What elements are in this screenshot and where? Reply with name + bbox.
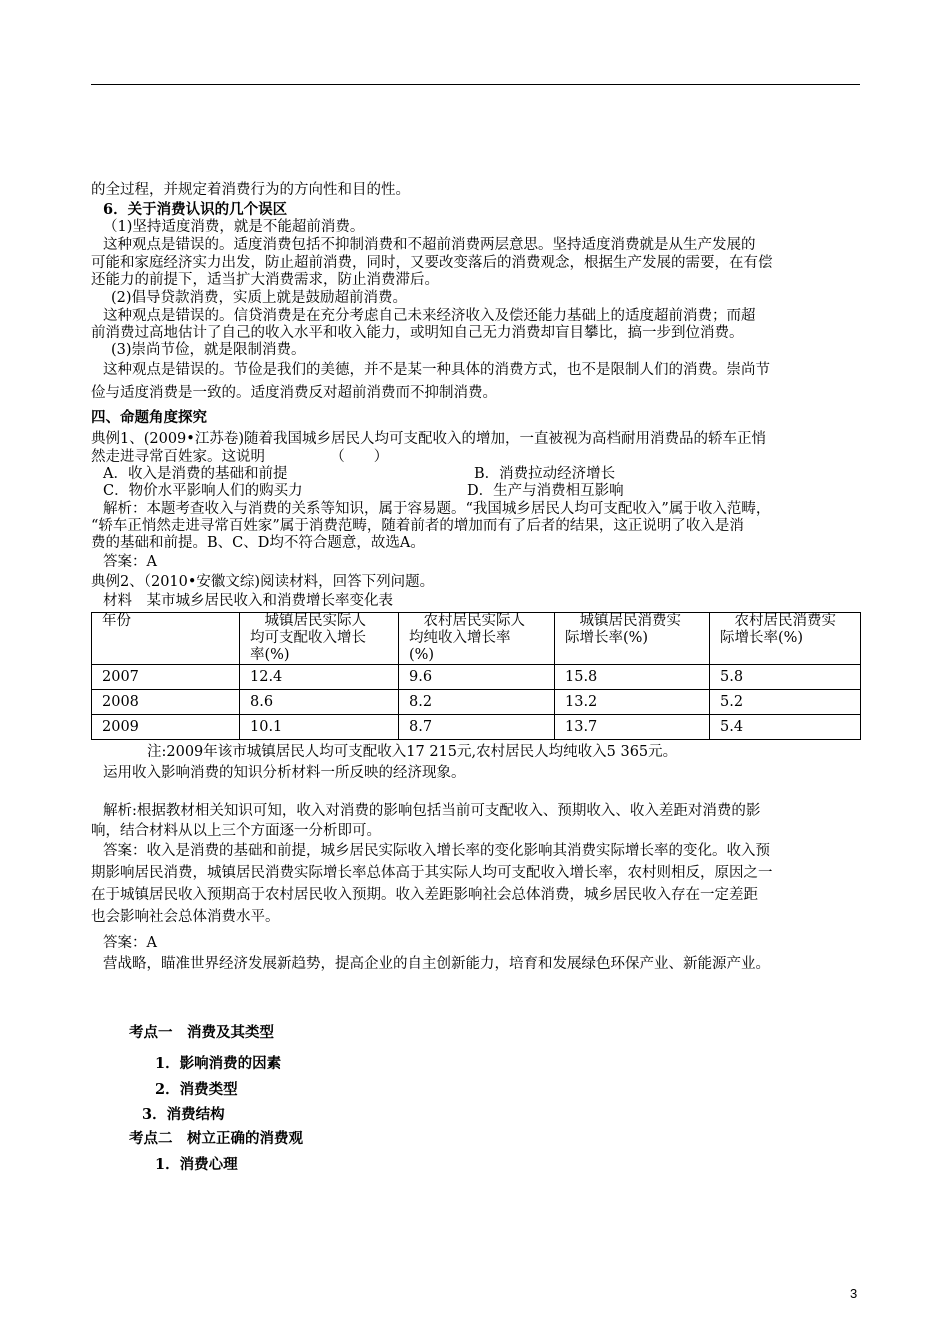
table-cell: 10.1 xyxy=(240,715,399,740)
text-line: 俭与适度消费是一致的。适度消费反对超前消费而不抑制消费。 xyxy=(91,385,497,401)
table-cell: 13.2 xyxy=(555,690,710,715)
header-cell: 农村居民实际人 均纯收入增长率 (%) xyxy=(399,613,555,665)
text-line: 期影响居民消费，城镇居民消费实际增长率总体高于其实际人均可支配收入增长率，农村则相反，原因之一 xyxy=(91,865,773,881)
table-cell: 2008 xyxy=(92,690,240,715)
exam-point-item: 1．影响消费的因素 xyxy=(155,1055,282,1072)
table-cell: 2007 xyxy=(92,665,240,690)
text-line: 解析:根据教材相关知识可知，收入对消费的影响包括当前可支配收入、预期收入、收入差距对消费的影 xyxy=(103,803,761,819)
section-heading: 6．关于消费认识的几个误区 xyxy=(103,201,288,218)
table-row xyxy=(92,665,861,690)
text-line: 这种观点是错误的。信贷消费是在充分考虑自己未来经济收入及偿还能力基础上的适度超前消费；而超 xyxy=(103,308,756,324)
table-cell: 8.6 xyxy=(240,690,399,715)
text-line: 然走进寻常百姓家。这说明 （ ） xyxy=(91,449,389,465)
text-line: 在于城镇居民收入预期高于农村居民收入预期。收入差距影响社会总体消费，城乡居民收入存在一定差距 xyxy=(91,887,758,903)
header-rule xyxy=(91,84,860,85)
text-line: 前消费过高地估计了自己的收入水平和收入能力，或明知自己无力消费却盲目攀比，搞一步到位消费。 xyxy=(91,325,744,341)
text-line: （1)坚持适度消费，就是不能超前消费。 xyxy=(103,219,365,235)
header-cell: 城镇居民实际人 均可支配收入增长 率(%) xyxy=(240,613,399,665)
option-a: A．收入是消费的基础和前提 xyxy=(103,466,288,482)
text-line: (3)崇尚节俭，就是限制消费。 xyxy=(111,342,306,358)
text-line: “轿车正悄然走进寻常百姓家”属于消费范畴，随着前者的增加而有了后者的结果，这正说明了收入是消 xyxy=(91,518,744,534)
table-cell: 13.7 xyxy=(555,715,710,740)
table-cell: 15.8 xyxy=(555,665,710,690)
answer: 答案：A xyxy=(103,935,157,951)
option-d: D．生产与消费相互影响 xyxy=(467,483,624,499)
page-number: 3 xyxy=(850,1286,858,1301)
example-title: 典例2、（2010•安徽文综)阅读材料，回答下列问题。 xyxy=(91,574,435,590)
table-cell: 5.2 xyxy=(710,690,861,715)
header-cell: 城镇居民消费实 际增长率(%) xyxy=(555,613,710,665)
table-note: 注:2009年该市城镇居民人均可支配收入17 215元,农村居民人均纯收入5 365元。 xyxy=(147,744,678,760)
table-caption: 材料 某市城乡居民收入和消费增长率变化表 xyxy=(103,593,393,609)
text-line: 响，结合材料从以上三个方面逐一分析即可。 xyxy=(91,823,381,839)
table-cell: 9.6 xyxy=(399,665,555,690)
text-line: 这种观点是错误的。节俭是我们的美德，并不是某一种具体的消费方式，也不是限制人们的消费。崇尚节 xyxy=(103,362,770,378)
table-cell: 5.8 xyxy=(710,665,861,690)
text-line: (2)倡导贷款消费，实质上就是鼓励超前消费。 xyxy=(111,290,408,306)
option-b: B．消费拉动经济增长 xyxy=(474,466,616,482)
text-line: 费的基础和前提。B、C、D均不符合题意，故选A。 xyxy=(91,535,425,551)
example-title: 典例1、(2009•江苏卷)随着我国城乡居民人均可支配收入的增加，一直被视为高档耐用消费品的轿车正悄 xyxy=(91,431,766,447)
exam-point-item: 2．消费类型 xyxy=(155,1081,238,1098)
text-line: 运用收入影响消费的知识分析材料一所反映的经济现象。 xyxy=(103,765,466,781)
table-cell: 12.4 xyxy=(240,665,399,690)
option-c: C．物价水平影响人们的购买力 xyxy=(103,483,303,499)
exam-point-item: 1．消费心理 xyxy=(155,1156,238,1173)
table-row xyxy=(92,715,861,740)
text-line: 还能力的前提下，适当扩大消费需求，防止消费滞后。 xyxy=(91,272,439,288)
text-line: 这种观点是错误的。适度消费包括不抑制消费和不超前消费两层意思。坚持适度消费就是从生产发展的 xyxy=(103,237,756,253)
table-row xyxy=(92,690,861,715)
exam-point-heading: 考点一 消费及其类型 xyxy=(129,1024,274,1041)
table-header-row xyxy=(92,613,861,665)
header-cell: 农村居民消费实 际增长率(%) xyxy=(710,613,861,665)
header-cell: 年份 xyxy=(92,613,240,665)
answer: 答案：A xyxy=(103,554,157,570)
exam-point-heading: 考点二 树立正确的消费观 xyxy=(129,1130,303,1147)
text-line: 的全过程，并规定着消费行为的方向性和目的性。 xyxy=(91,182,410,198)
text-line: 答案：收入是消费的基础和前提，城乡居民实际收入增长率的变化影响其消费实际增长率的变化。收入预 xyxy=(103,843,770,859)
table-cell: 5.4 xyxy=(710,715,861,740)
table-cell: 2009 xyxy=(92,715,240,740)
table-cell: 8.7 xyxy=(399,715,555,740)
section-heading: 四、命题角度探究 xyxy=(91,409,207,426)
text-line: 营战略，瞄准世界经济发展新趋势，提高企业的自主创新能力，培育和发展绿色环保产业、新能源产业。 xyxy=(103,956,770,972)
text-line: 可能和家庭经济实力出发，防止超前消费，同时，又要改变落后的消费观念，根据生产发展的需要，在有偿 xyxy=(91,255,773,271)
text-line: 解析：本题考查收入与消费的关系等知识，属于容易题。“我国城乡居民人均可支配收入”属于收入范畴， xyxy=(103,501,771,517)
exam-point-item: 3．消费结构 xyxy=(142,1106,225,1123)
income-consumption-table xyxy=(91,612,861,740)
text-line: 也会影响社会总体消费水平。 xyxy=(91,909,280,925)
table-cell: 8.2 xyxy=(399,690,555,715)
